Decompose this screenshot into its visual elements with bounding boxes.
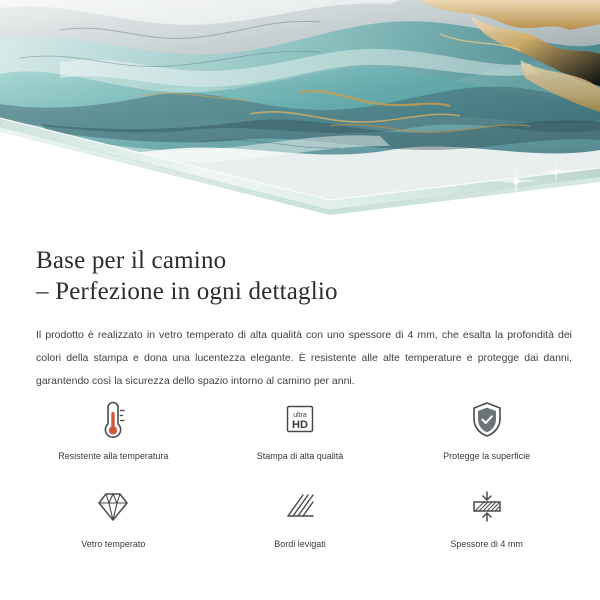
- headline-line-1: Base per il camino: [36, 246, 227, 274]
- feature-item-tempered-glass: [20, 484, 207, 572]
- headline-line-2: – Perfezione in ogni dettaglio: [36, 277, 338, 305]
- feature-label: Spessore di 4 mm: [450, 539, 523, 549]
- feature-label: Protegge la superficie: [443, 451, 531, 461]
- feature-label: Vetro temperato: [81, 539, 146, 549]
- feature-item-thickness: [393, 484, 580, 572]
- page-title: [36, 245, 566, 307]
- diamond-icon: [90, 484, 136, 530]
- svg-text:HD: HD: [292, 419, 308, 431]
- hero-product-image: [0, 0, 600, 220]
- feature-label: Bordi levigati: [274, 539, 326, 549]
- thermometer-icon: [93, 396, 133, 442]
- product-description-text: Il prodotto è realizzato in vetro temperato di alta qualità con uno spessore di 4 mm, che esalta la profondità dei colori della stampa e dona una lucentezza elegante. È resistente alle alte temperature e protegge dai danni, garantendo così la sicurezza dello spazio intorno al camino per anni.: [36, 328, 572, 387]
- feature-grid: [20, 396, 580, 572]
- feature-label: Stampa di alta qualità: [256, 451, 344, 461]
- feature-item-temperature-resistant: [20, 396, 207, 484]
- svg-text:ultra: ultra: [293, 412, 307, 419]
- feature-label: Resistente alla temperatura: [58, 451, 169, 461]
- feature-item-print-quality: [207, 396, 394, 484]
- glass-panel-artwork: [0, 0, 600, 220]
- shield-check-icon: [465, 396, 509, 442]
- polished-edges-icon: [277, 484, 323, 530]
- feature-item-surface-protection: [393, 396, 580, 484]
- feature-item-polished-edges: [207, 484, 394, 572]
- ultra-hd-icon: [277, 396, 323, 442]
- thickness-icon: [464, 484, 510, 530]
